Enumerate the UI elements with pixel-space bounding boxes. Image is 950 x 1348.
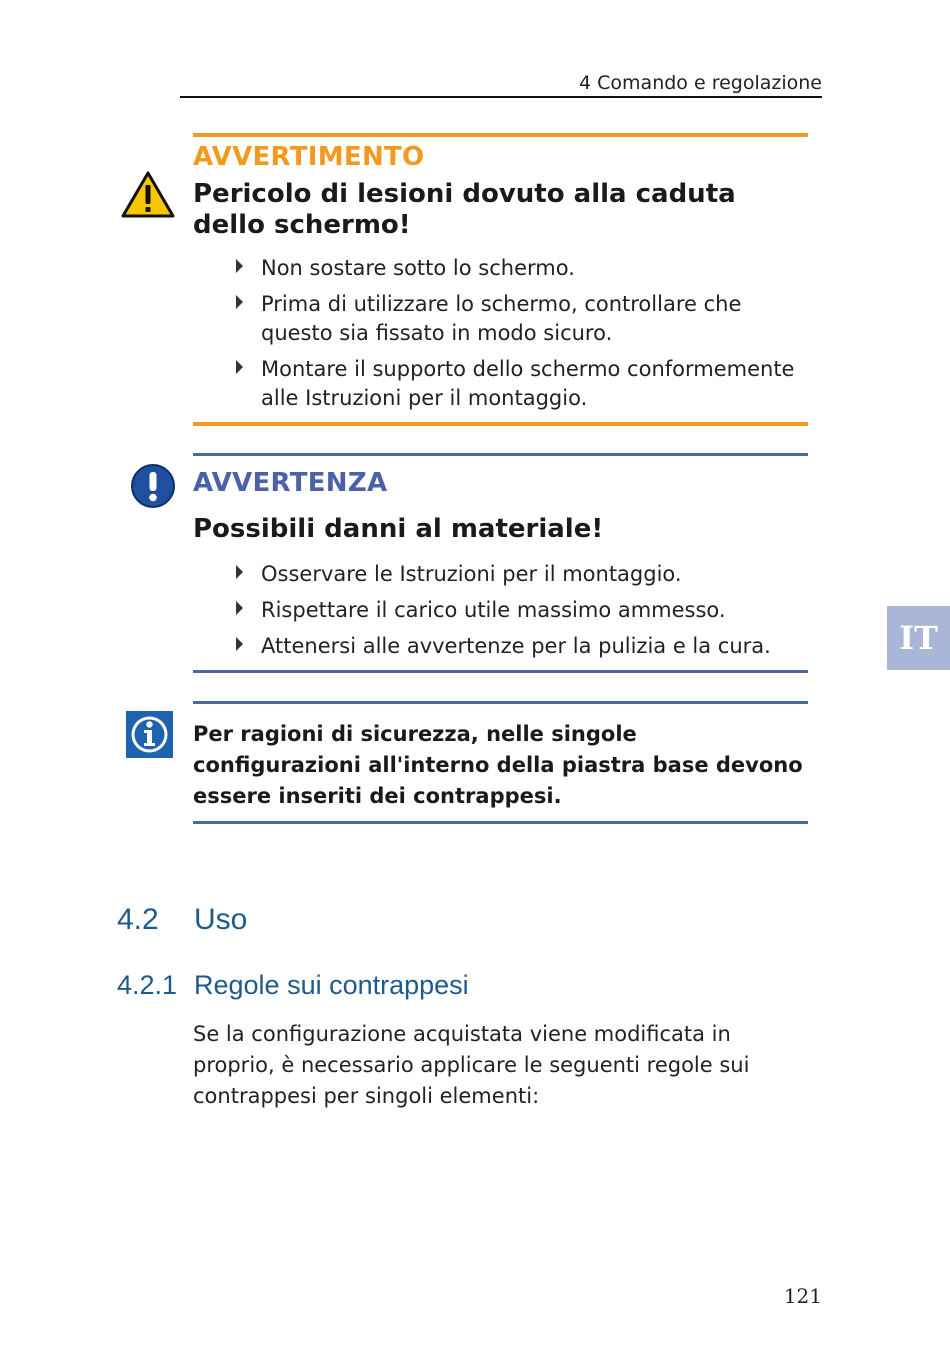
list-item: Montare il supporto dello schermo conformemente alle Istruzioni per il montaggio.: [232, 355, 812, 413]
warning-label: AVVERTIMENTO: [193, 142, 425, 172]
bullet-arrow-icon: [236, 637, 243, 651]
info-top-rule: [193, 701, 808, 704]
language-tab: IT: [887, 606, 950, 670]
bullet-arrow-icon: [236, 295, 243, 309]
list-item: Non sostare sotto lo schermo.: [232, 254, 812, 283]
page-number: 121: [783, 1284, 822, 1308]
warning-top-rule: [193, 133, 808, 137]
notice-label: AVVERTENZA: [193, 468, 388, 498]
bullet-arrow-icon: [236, 360, 243, 374]
notice-top-rule: [193, 453, 808, 456]
list-item: Prima di utilizzare lo schermo, controllare che questo sia fissato in modo sicuro.: [232, 290, 812, 348]
bullet-arrow-icon: [236, 601, 243, 615]
notice-bottom-rule: [193, 670, 808, 673]
notice-list: [232, 560, 812, 668]
warning-bottom-rule: [193, 422, 808, 426]
info-text: Per ragioni di sicurezza, nelle singole configurazioni all'interno della piastra base devono essere inseriti dei contrappesi.: [193, 722, 803, 808]
subsection-number: 4.2.1: [117, 970, 178, 1000]
header-divider: [180, 96, 822, 98]
info-bottom-rule: [193, 821, 808, 824]
subsection-title: Regole sui contrappesi: [194, 970, 469, 1000]
notice-title: Possibili danni al materiale!: [193, 514, 604, 544]
list-item: Osservare le Istruzioni per il montaggio.: [232, 560, 812, 589]
warning-triangle-icon: [120, 170, 176, 220]
running-header: 4 Comando e regolazione: [579, 72, 822, 94]
warning-list: [232, 254, 812, 420]
section-number: 4.2: [117, 903, 159, 936]
bullet-arrow-icon: [236, 259, 243, 273]
list-item: Rispettare il carico utile massimo ammesso.: [232, 596, 812, 625]
bullet-arrow-icon: [236, 565, 243, 579]
list-item: Attenersi alle avvertenze per la pulizia e la cura.: [232, 632, 812, 661]
exclamation-circle-icon: [130, 463, 176, 509]
section-title: Uso: [194, 903, 248, 936]
body-paragraph: Se la configurazione acquistata viene modificata in proprio, è necessario applicare le seguenti regole sui contrappesi per singoli elementi:: [193, 1022, 750, 1108]
warning-title: Pericolo di lesioni dovuto alla caduta dello schermo!: [193, 179, 736, 240]
info-icon: [126, 711, 173, 758]
